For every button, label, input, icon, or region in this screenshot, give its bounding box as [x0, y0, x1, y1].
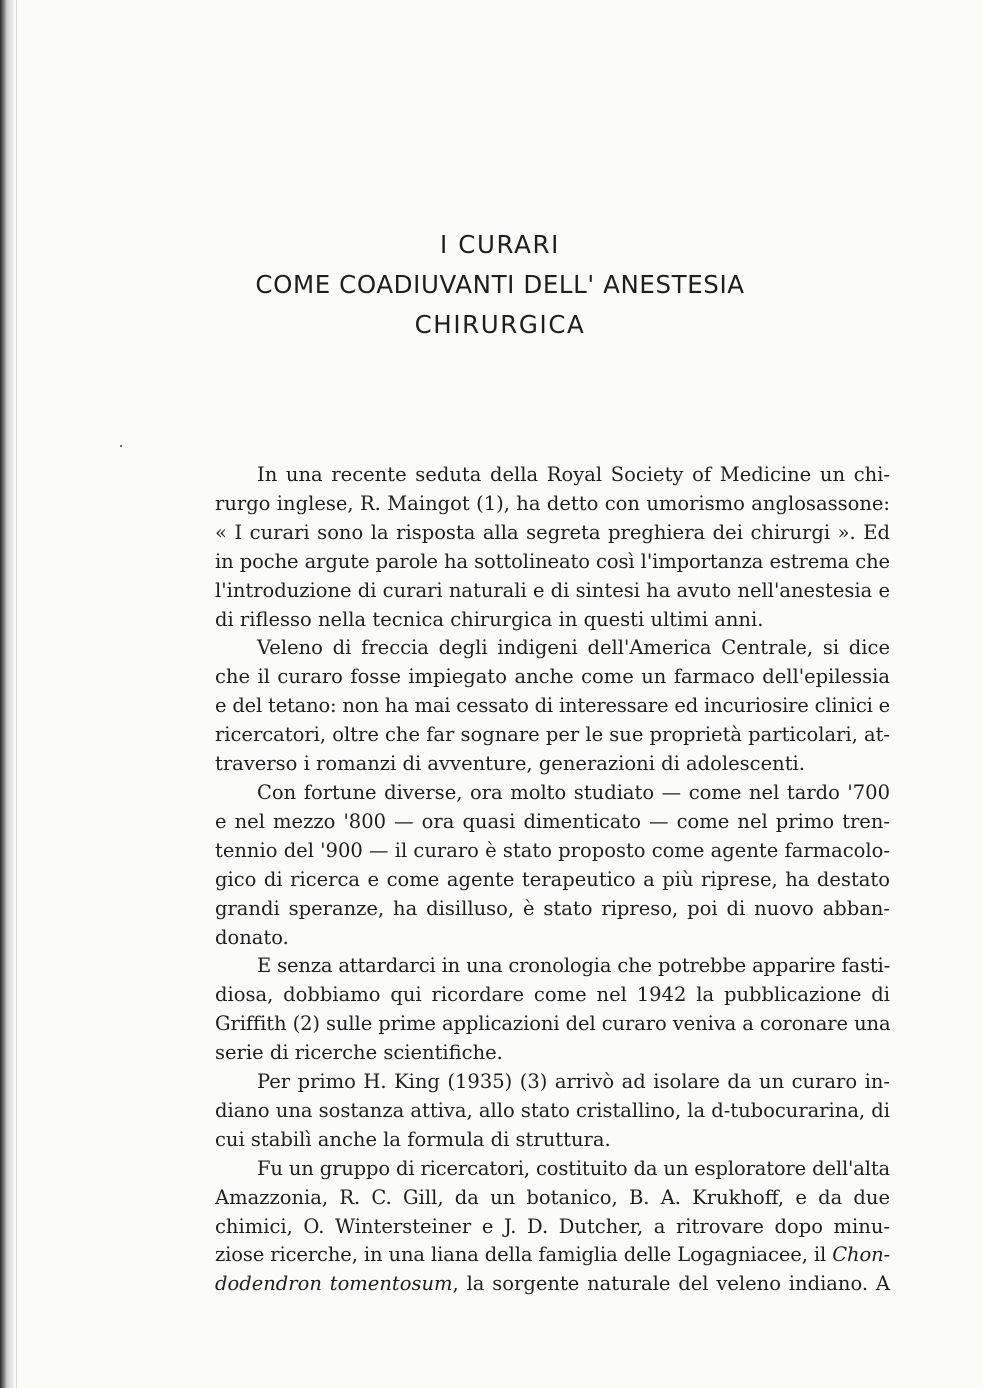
text-line: in poche argute parole ha sottolineato così l'importanza estrema che	[215, 549, 891, 573]
text-line: serie di ricerche scientifiche.	[215, 1041, 503, 1065]
paragraph	[215, 634, 890, 779]
text-line: diano una sostanza attiva, allo stato cristallino, la d-tubocurarina, di	[215, 1098, 890, 1122]
text-line: traverso i romanzi di avventure, generazioni di adolescenti.	[215, 752, 805, 776]
page-speck	[120, 445, 122, 447]
text-line: che il curaro fosse impiegato anche come un farmaco dell'epilessia	[215, 665, 890, 689]
paragraph	[215, 1068, 890, 1155]
text-line: grandi speranze, ha disilluso, è stato ripreso, poi di nuovo abban-	[215, 896, 890, 920]
text-line: Amazzonia, R. C. Gill, da un botanico, B. A. Krukhoff, e da due	[215, 1185, 890, 1209]
italic-species-name: Chon-	[832, 1243, 890, 1267]
text-line: gico di ricerca e come agente terapeutico a più riprese, ha destato	[215, 867, 890, 891]
text-line: dodendron tomentosum, la sorgente naturale del veleno indiano. A	[215, 1272, 890, 1296]
paragraph	[215, 461, 890, 634]
page-edge-line	[16, 0, 17, 1388]
text-line: ricercatori, oltre che far sognare per le sue proprietà particolari, at-	[215, 723, 890, 747]
text-line: l'introduzione di curari naturali e di sintesi ha avuto nell'anestesia e	[215, 578, 890, 602]
text-line: Fu un gruppo di ricercatori, costituito da un esploratore dell'alta	[257, 1156, 890, 1180]
text-line: Griffith (2) sulle prime applicazioni del curaro veniva a coronare una	[215, 1012, 891, 1036]
text-line: ziose ricerche, in una liana della famiglia delle Logagniacee, il Chon-	[215, 1243, 890, 1267]
text-line: di riflesso nella tecnica chirurgica in questi ultimi anni.	[215, 607, 764, 631]
text-line: « I curari sono la risposta alla segreta preghiera dei chirurgi ». Ed	[215, 520, 890, 544]
text-line: Veleno di freccia degli indigeni dell'America Centrale, si dice	[257, 636, 890, 660]
text-line: chimici, O. Wintersteiner e J. D. Dutcher, a ritrovare dopo minu-	[215, 1214, 890, 1238]
text-line: In una recente seduta della Royal Society of Medicine un chi-	[257, 463, 890, 486]
text-line: rurgo inglese, R. Maingot (1), ha detto con umorismo anglosassone:	[215, 491, 890, 515]
paragraph	[215, 1155, 890, 1300]
text-line: tennio del '900 — il curaro è stato proposto come agente farmacolo-	[215, 838, 890, 862]
text-line: E senza attardarci in una cronologia che potrebbe apparire fasti-	[257, 954, 891, 978]
title-line-2: COME COADIUVANTI DELL' ANESTESIA	[255, 270, 745, 299]
text-line: Per primo H. King (1935) (3) arrivò ad isolare da un curaro in-	[257, 1070, 890, 1094]
text-line: Con fortune diverse, ora molto studiato — come nel tardo '700	[257, 780, 890, 804]
body-text	[215, 461, 890, 1299]
text-line: cui stabilì anche la formula di struttura.	[215, 1127, 611, 1151]
italic-species-name: dodendron tomentosum	[215, 1272, 453, 1296]
text-line: e del tetano: non ha mai cessato di interessare ed incuriosire clinici e	[215, 694, 890, 718]
text-line: donato.	[215, 925, 289, 949]
title-line-1: I CURARI	[440, 230, 560, 259]
book-spine-shadow	[0, 0, 14, 1388]
text-line: diosa, dobbiamo qui ricordare come nel 1942 la pubblicazione di	[215, 983, 890, 1007]
paragraph	[215, 779, 890, 952]
title-line-3: CHIRURGICA	[414, 310, 586, 339]
text-line: e nel mezzo '800 — ora quasi dimenticato — come nel primo tren-	[215, 809, 890, 833]
paragraph	[215, 952, 890, 1068]
